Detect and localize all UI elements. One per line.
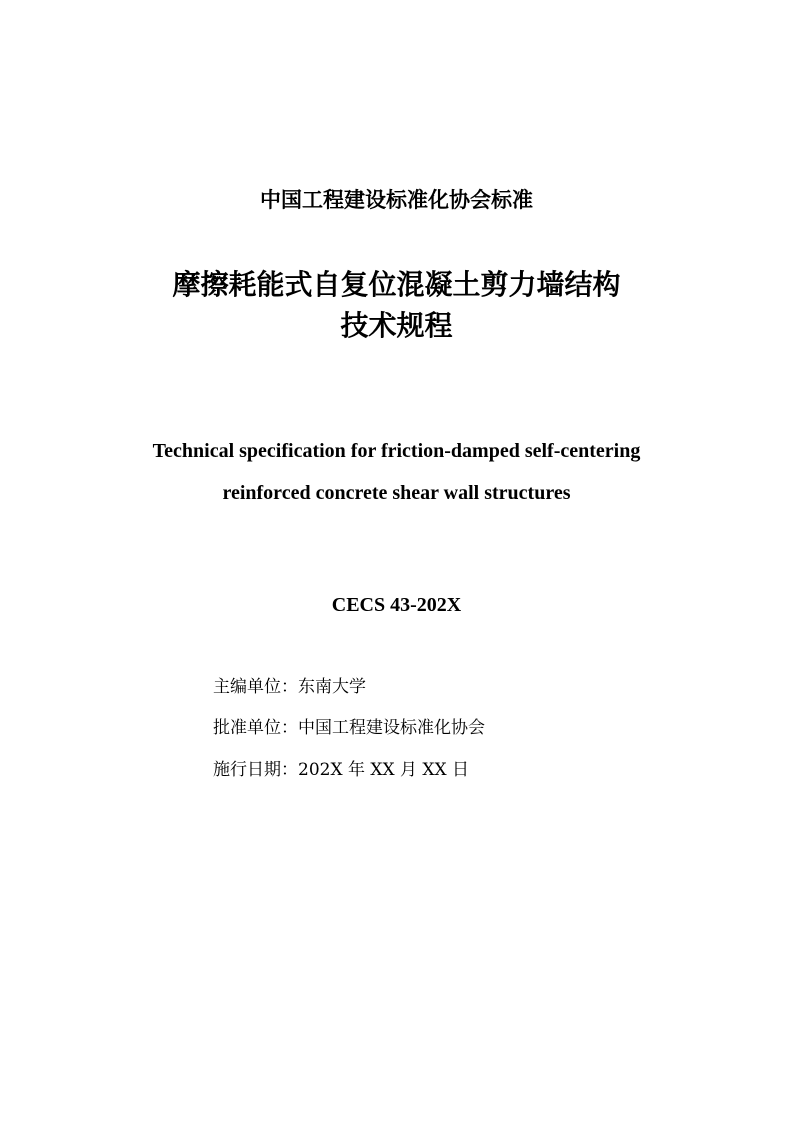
approval-unit: 批准单位：中国工程建设标准化协会	[213, 718, 485, 738]
editor-unit: 主编单位：东南大学	[213, 677, 366, 697]
effective-date: 施行日期：202X 年 XX 月 XX 日	[213, 760, 469, 780]
chinese-title-line-1: 摩擦耗能式自复位混凝土剪力墙结构	[172, 268, 621, 301]
english-title-line-2: reinforced concrete shear wall structures	[222, 482, 571, 504]
organization-standard-heading: 中国工程建设标准化协会标准	[260, 188, 533, 212]
english-title-line-1: Technical specification for friction-damped self-centering	[152, 440, 641, 462]
standard-code: CECS 43-202X	[331, 594, 462, 616]
chinese-title-line-2: 技术规程	[340, 309, 453, 342]
